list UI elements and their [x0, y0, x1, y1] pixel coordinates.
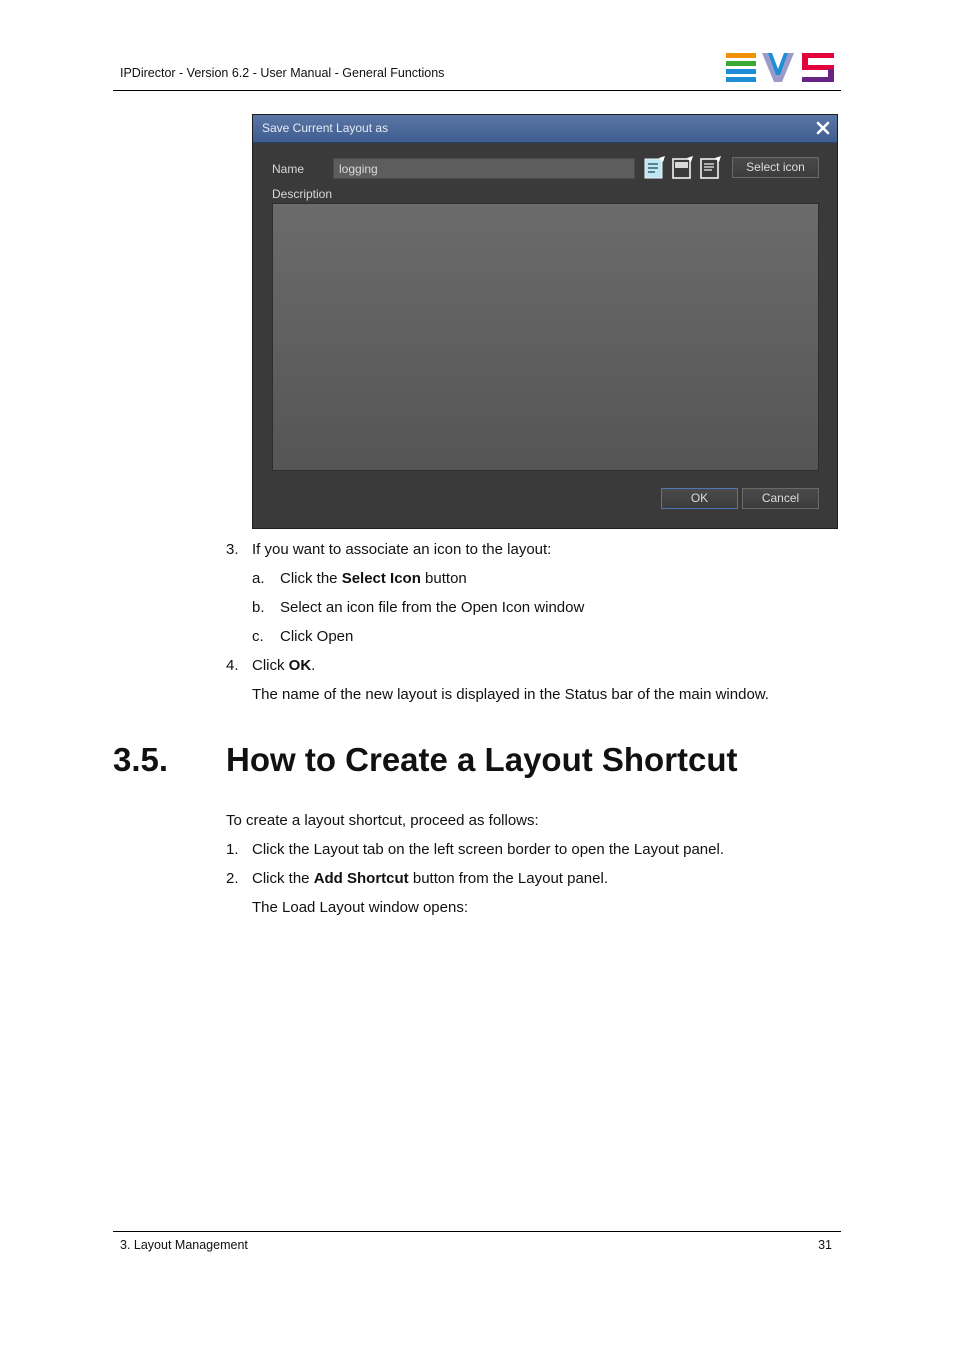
section-intro: To create a layout shortcut, proceed as follows: — [226, 812, 539, 829]
step-number: 2. — [226, 870, 239, 887]
description-label: Description — [272, 187, 333, 201]
step-text: If you want to associate an icon to the layout: — [252, 541, 552, 558]
running-header: IPDirector - Version 6.2 - User Manual - General Functions — [120, 66, 445, 80]
step-text: Click OK. — [252, 657, 316, 674]
edit-note-icon[interactable] — [699, 156, 723, 180]
header-rule — [113, 90, 841, 91]
substep-text: Select an icon file from the Open Icon window — [280, 599, 585, 616]
section-number: 3.5. — [113, 741, 169, 778]
edit-box-icon[interactable] — [671, 156, 695, 180]
select-icon-button[interactable]: Select icon — [732, 157, 819, 178]
name-label: Name — [272, 162, 305, 176]
step-note: The Load Layout window opens: — [252, 899, 468, 916]
footer-chapter: 3. Layout Management — [120, 1238, 248, 1252]
ok-button[interactable]: OK — [661, 488, 738, 509]
step-number: 1. — [226, 841, 239, 858]
dialog-title: Save Current Layout as — [262, 121, 389, 135]
edit-note-icon[interactable] — [643, 156, 667, 180]
evs-logo — [726, 53, 834, 83]
substep-text: Click Open — [280, 628, 354, 645]
step-text: Click the Add Shortcut button from the Layout panel. — [252, 870, 608, 887]
substep-label: c. — [252, 628, 264, 645]
step-number: 3. — [226, 541, 239, 558]
page-number: 31 — [818, 1238, 832, 1252]
step-note: The name of the new layout is displayed in the Status bar of the main window. — [252, 686, 769, 703]
step-text: Click the Layout tab on the left screen border to open the Layout panel. — [252, 841, 724, 858]
footer-rule — [113, 1231, 841, 1232]
dialog-titlebar — [253, 115, 837, 143]
step-number: 4. — [226, 657, 239, 674]
description-textarea[interactable] — [272, 203, 819, 471]
save-layout-dialog — [252, 114, 838, 529]
substep-label: b. — [252, 599, 265, 616]
name-field[interactable]: logging — [333, 158, 635, 179]
substep-text: Click the Select Icon button — [280, 570, 467, 587]
cancel-button[interactable]: Cancel — [742, 488, 819, 509]
close-icon[interactable] — [815, 120, 831, 136]
substep-label: a. — [252, 570, 265, 587]
section-title: How to Create a Layout Shortcut — [226, 741, 738, 778]
